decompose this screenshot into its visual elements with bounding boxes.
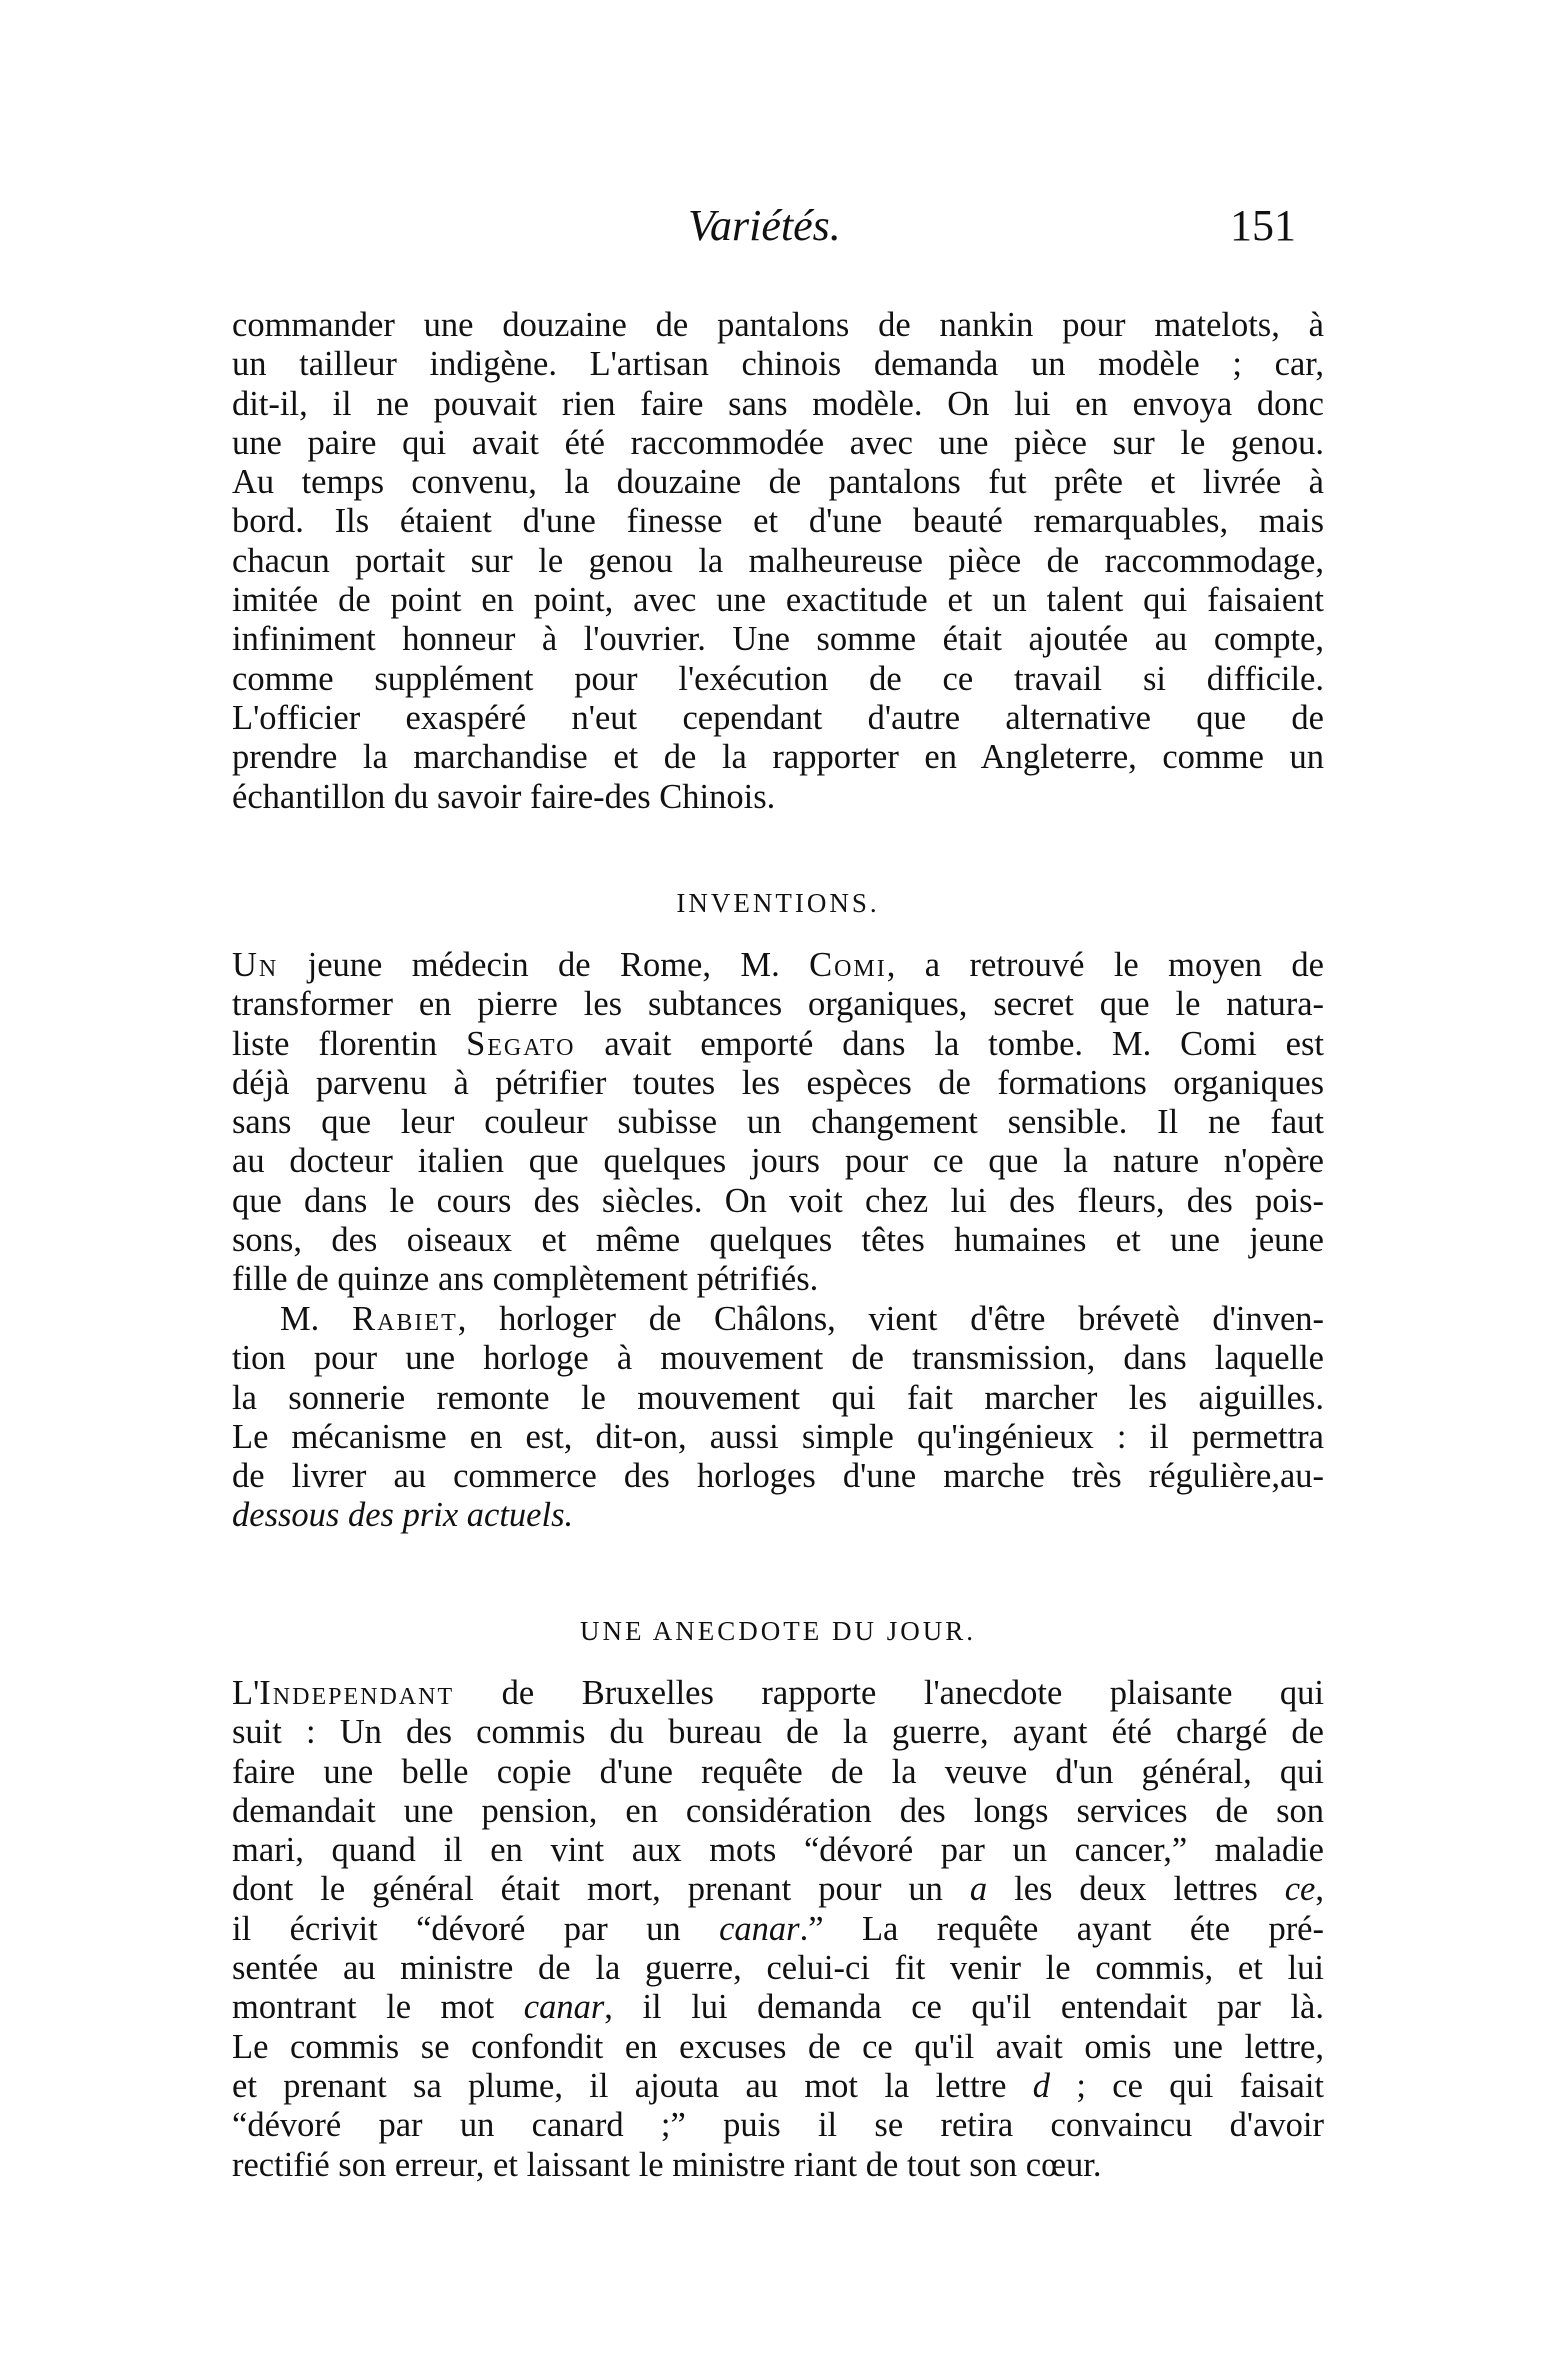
text-line: commander une douzaine de pantalons de nankin pour matelots, à bbox=[232, 306, 1324, 344]
text-line: sentée au ministre de la guerre, celui-ci fit venir le commis, et lui bbox=[232, 1949, 1324, 1988]
text-run: il écrivit “dévoré par un bbox=[232, 1909, 720, 1948]
text-run: jeune médecin de Rome, M. bbox=[278, 946, 810, 984]
text-line: la sonnerie remonte le mouvement qui fait marcher les aiguilles. bbox=[232, 1378, 1324, 1417]
text-run: avait emporté dans la tombe. M. Comi est bbox=[575, 1024, 1324, 1063]
drop-word: Un bbox=[232, 946, 279, 984]
text-run: M. bbox=[280, 1300, 353, 1338]
text-line: demandait une pension, en considération des longs services de son bbox=[232, 1791, 1324, 1830]
text-line: chacun portait sur le genou la malheureuse pièce de raccommodage, bbox=[232, 541, 1324, 580]
page-number: 151 bbox=[1230, 201, 1296, 250]
text-line: prendre la marchandise et de la rapporter en Angleterre, comme un bbox=[232, 738, 1324, 777]
text-line bbox=[232, 2067, 1324, 2106]
text-line: transformer en pierre les subtances organiques, secret que le natura- bbox=[232, 985, 1324, 1024]
text-line: sans que leur couleur subisse un changement sensible. Il ne faut bbox=[232, 1103, 1324, 1142]
paragraph-anecdote bbox=[232, 1674, 1324, 2185]
text-line: une paire qui avait été raccommodée avec une pièce sur le genou. bbox=[232, 423, 1324, 462]
text-run: , il lui demanda ce qu'il entendait par là. bbox=[604, 1988, 1324, 2027]
person-name: Rabiet bbox=[352, 1300, 458, 1338]
text-line: dit-il, il ne pouvait rien faire sans modèle. On lui en envoya donc bbox=[232, 384, 1324, 423]
text-line: suit : Un des commis du bureau de la guerre, ayant été chargé de bbox=[232, 1713, 1324, 1752]
text-line: un tailleur indigène. L'artisan chinois demanda un modèle ; car, bbox=[232, 345, 1324, 384]
text-line: de livrer au commerce des horloges d'une marche très régulière,au- bbox=[232, 1457, 1324, 1496]
italic-letter: d bbox=[1032, 2066, 1051, 2105]
text-run: dont le général était mort, prenant pour un bbox=[232, 1870, 970, 1909]
text-line bbox=[232, 1025, 1324, 1064]
text-line: imitée de point en point, avec une exactitude et un talent qui faisaient bbox=[232, 581, 1324, 620]
text-line: mari, quand il en vint aux mots “dévoré par un cancer,” maladie bbox=[232, 1831, 1324, 1870]
text-line: dessous des prix actuels. bbox=[232, 1496, 574, 1535]
text-run: montrant le mot bbox=[232, 1988, 524, 2027]
text-line: comme supplément pour l'exécution de ce travail si difficile. bbox=[232, 659, 1324, 698]
text-line: “dévoré par un canard ;” puis il se retira convaincu d'avoir bbox=[232, 2106, 1324, 2145]
paragraph-pantalons bbox=[232, 306, 1324, 817]
text-line: tion pour une horloge à mouvement de transmission, dans laquelle bbox=[232, 1339, 1324, 1378]
text-run: , bbox=[1315, 1870, 1324, 1909]
text-line: au docteur italien que quelques jours pour ce que la nature n'opère bbox=[232, 1142, 1324, 1181]
text-line: que dans le cours des siècles. On voit chez lui des fleurs, des pois- bbox=[232, 1181, 1324, 1220]
text-line: Le commis se confondit en excuses de ce qu'il avait omis une lettre, bbox=[232, 2027, 1324, 2066]
text-run: ; ce qui faisait bbox=[1050, 2066, 1324, 2105]
text-line: fille de quinze ans complètement pétrifiés. bbox=[232, 1260, 819, 1299]
text-line: rectifié son erreur, et laissant le ministre riant de tout son cœur. bbox=[232, 2145, 1102, 2184]
text-line: Le mécanisme en est, dit-on, aussi simple qu'ingénieux : il permettra bbox=[232, 1417, 1324, 1456]
text-line: échantillon du savoir faire-des Chinois. bbox=[232, 777, 776, 816]
running-header-title: Variétés. bbox=[688, 201, 841, 250]
person-name: Segato bbox=[466, 1024, 576, 1063]
text-run: les deux lettres bbox=[987, 1870, 1285, 1909]
text-line bbox=[232, 1300, 1324, 1339]
paragraph-rabiet bbox=[232, 1300, 1324, 1536]
text-line: infiniment honneur à l'ouvrier. Une somme était ajoutée au compte, bbox=[232, 620, 1324, 659]
paragraph-comi bbox=[232, 946, 1324, 1300]
text-line: déjà parvenu à pétrifier toutes les espèces de formations organiques bbox=[232, 1063, 1324, 1102]
text-run: , horloger de Châlons, vient d'être brévetè d'inven- bbox=[457, 1300, 1324, 1338]
text-line: bord. Ils étaient d'une finesse et d'une beauté remarquables, mais bbox=[232, 502, 1324, 541]
text-line bbox=[232, 1674, 1324, 1713]
person-name: Comi bbox=[809, 946, 887, 984]
text-run: , a retrouvé le moyen de bbox=[886, 946, 1324, 984]
italic-word: canar bbox=[719, 1909, 800, 1948]
italic-letters: ce bbox=[1284, 1870, 1316, 1909]
newspaper-name: Independant bbox=[259, 1674, 455, 1712]
text-run: L' bbox=[232, 1674, 260, 1712]
text-line: sons, des oiseaux et même quelques têtes humaines et une jeune bbox=[232, 1221, 1324, 1260]
text-line bbox=[232, 946, 1324, 985]
text-line: L'officier exaspéré n'eut cependant d'autre alternative que de bbox=[232, 698, 1324, 737]
text-run: et prenant sa plume, il ajouta au mot la lettre bbox=[232, 2066, 1033, 2105]
text-line bbox=[232, 1910, 1324, 1949]
text-line bbox=[232, 1988, 1324, 2027]
section-heading-anecdote: UNE ANECDOTE DU JOUR. bbox=[580, 1616, 976, 1646]
italic-letter: a bbox=[969, 1870, 988, 1909]
text-line: Au temps convenu, la douzaine de pantalons fut prête et livrée à bbox=[232, 463, 1324, 502]
text-run: de Bruxelles rapporte l'anecdote plaisante qui bbox=[454, 1674, 1324, 1712]
text-run: .” La requête ayant éte pré- bbox=[799, 1909, 1324, 1948]
text-line: faire une belle copie d'une requête de la veuve d'un général, qui bbox=[232, 1752, 1324, 1791]
text-run: liste florentin bbox=[232, 1024, 467, 1063]
section-heading-inventions: INVENTIONS. bbox=[676, 888, 880, 918]
italic-word: canar bbox=[523, 1988, 605, 2027]
text-line bbox=[232, 1870, 1324, 1909]
